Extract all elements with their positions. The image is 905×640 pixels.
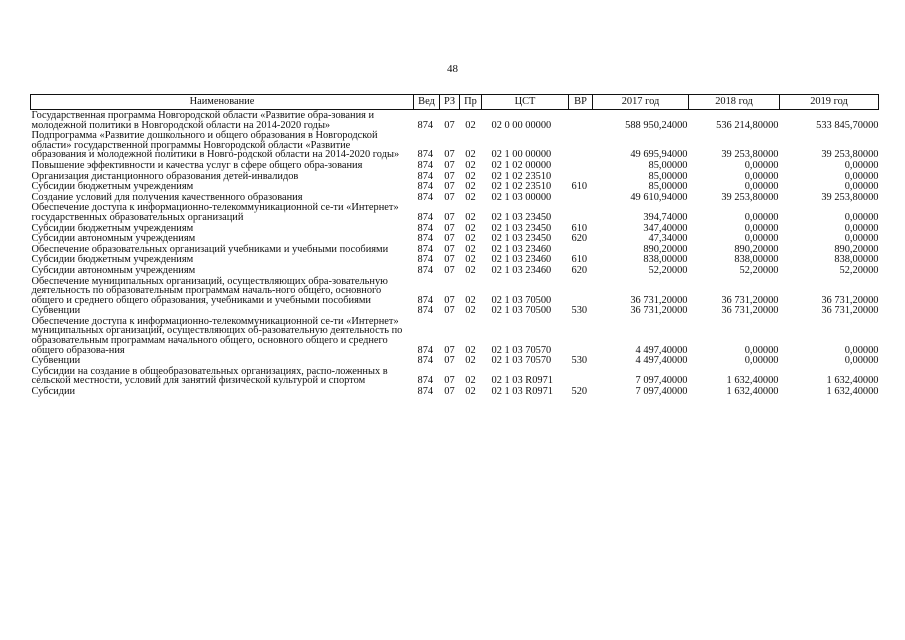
row-pr: 02: [465, 375, 476, 387]
row-ved: 874: [417, 264, 434, 276]
row-name: Обеспечение доступа к информационно-телекоммуникационной се-ти «Интернет» муниципальных организаций, осуществляющих об-разовательную деятельность по образовательным программам начального общего, основного общего и среднего общего образова-ния: [31, 315, 403, 356]
row-pr: 02: [465, 386, 476, 398]
row-name: Государственная программа Новгородской области «Развитие обра-зования и молодежной политики в Новгородской области на 2014-2020 годы»: [31, 110, 375, 131]
row-2019: 0,00000: [844, 355, 879, 367]
row-2017: 85,00000: [648, 170, 688, 182]
row-2018: 36 731,20000: [721, 294, 779, 306]
row-2019: 1 632,40000: [826, 375, 879, 387]
table-row: [31, 192, 879, 203]
row-ved: 874: [417, 170, 434, 182]
header-pr: Пр: [460, 95, 482, 110]
row-cst: 02 1 03 23460: [491, 254, 552, 266]
table-row: [31, 316, 879, 355]
row-pr: 02: [465, 191, 476, 203]
row-pr: 02: [465, 181, 476, 193]
row-cst: 02 1 03 00000: [491, 191, 552, 203]
row-cst: 02 1 03 70570: [491, 355, 552, 367]
table-row: [31, 305, 879, 316]
row-vr: 620: [571, 264, 588, 276]
header-rz: РЗ: [440, 95, 460, 110]
table-row: [31, 130, 879, 160]
header-2017: 2017 год: [593, 95, 689, 110]
table-row: [31, 366, 879, 386]
row-2017: 49 610,94000: [630, 191, 688, 203]
header-2019: 2019 год: [780, 95, 879, 110]
row-2017: 36 731,20000: [630, 294, 688, 306]
row-2018: 0,00000: [744, 233, 779, 245]
row-rz: 07: [444, 191, 455, 203]
row-name: Субсидии бюджетным учреждениям: [31, 222, 194, 234]
row-ved: 874: [417, 149, 434, 161]
row-2017: 47,34000: [648, 233, 688, 245]
row-pr: 02: [465, 294, 476, 306]
row-2019: 838,00000: [834, 254, 879, 266]
row-ved: 874: [417, 119, 434, 131]
row-2017: 85,00000: [648, 181, 688, 193]
row-rz: 07: [444, 149, 455, 161]
row-rz: 07: [444, 233, 455, 245]
row-pr: 02: [465, 344, 476, 356]
row-ved: 874: [417, 233, 434, 245]
row-vr: 610: [571, 181, 588, 193]
row-vr: [569, 366, 593, 386]
row-ved: 874: [417, 355, 434, 367]
table-row: [31, 386, 879, 397]
row-2019: 36 731,20000: [821, 294, 879, 306]
row-ved: 874: [417, 344, 434, 356]
header-ved: Вед: [414, 95, 440, 110]
row-name: Субсидии: [31, 386, 76, 398]
row-pr: 02: [465, 211, 476, 223]
row-rz: 07: [444, 344, 455, 356]
row-cst: 02 0 00 00000: [491, 119, 552, 131]
row-ved: 874: [417, 386, 434, 398]
row-2018: 52,20000: [739, 264, 779, 276]
row-2017: 4 497,40000: [635, 355, 688, 367]
row-rz: 07: [444, 305, 455, 317]
row-name: Организация дистанционного образования детей-инвалидов: [31, 170, 299, 182]
row-rz: 07: [444, 264, 455, 276]
row-name: Субсидии автономным учреждениям: [31, 264, 196, 276]
table-row: [31, 181, 879, 192]
row-cst: 02 1 00 00000: [491, 149, 552, 161]
row-2018: 0,00000: [744, 159, 779, 171]
row-cst: 02 1 03 70500: [491, 294, 552, 306]
row-ved: 874: [417, 222, 434, 234]
row-2019: 0,00000: [844, 222, 879, 234]
row-2019: 533 845,70000: [816, 119, 879, 131]
row-cst: 02 1 02 00000: [491, 159, 552, 171]
row-vr: 530: [571, 305, 588, 317]
row-name: Субсидии автономным учреждениям: [31, 233, 196, 245]
row-2017: 7 097,40000: [635, 375, 688, 387]
row-rz: 07: [444, 119, 455, 131]
row-name: Обеспечение образовательных организаций учебниками и учебными пособиями: [31, 243, 389, 255]
row-name: Субсидии на создание в общеобразовательных организациях, распо-ложенных в сельской местности, условий для занятий физической культурой и спортом: [31, 365, 388, 387]
row-2017: 838,00000: [643, 254, 688, 266]
table-row: [31, 202, 879, 222]
row-2017: 52,20000: [648, 264, 688, 276]
row-vr: 520: [571, 386, 588, 398]
row-pr: 02: [465, 264, 476, 276]
row-2018: 0,00000: [744, 344, 779, 356]
row-2017: 36 731,20000: [630, 305, 688, 317]
row-name: Субвенции: [31, 355, 81, 367]
row-2018: 39 253,80000: [721, 191, 779, 203]
row-ved: 874: [417, 191, 434, 203]
row-vr: [569, 276, 593, 306]
row-ved: 874: [417, 159, 434, 171]
header-name: Наименование: [31, 95, 414, 110]
row-pr: 02: [465, 170, 476, 182]
row-ved: 874: [417, 211, 434, 223]
table-body: [31, 110, 879, 397]
row-ved: 874: [417, 254, 434, 266]
row-vr: [569, 160, 593, 171]
row-vr: [569, 316, 593, 355]
row-cst: 02 1 03 23450: [491, 222, 552, 234]
row-2019: 0,00000: [844, 344, 879, 356]
row-2019: 1 632,40000: [826, 386, 879, 398]
row-vr: 610: [571, 222, 588, 234]
header-2018: 2018 год: [689, 95, 780, 110]
row-2018: 36 731,20000: [721, 305, 779, 317]
row-name: Обеспечение доступа к информационно-телекоммуникационной се-ти «Интернет» государственных образовательных организаций: [31, 202, 399, 223]
row-2018: 0,00000: [744, 355, 779, 367]
header-vr: ВР: [569, 95, 593, 110]
row-cst: 02 1 03 23450: [491, 211, 552, 223]
table-row: [31, 171, 879, 182]
row-vr: 530: [571, 355, 588, 367]
row-pr: 02: [465, 119, 476, 131]
row-rz: 07: [444, 222, 455, 234]
row-rz: 07: [444, 254, 455, 266]
row-2017: 347,40000: [643, 222, 688, 234]
row-vr: 610: [571, 254, 588, 266]
row-2018: 1 632,40000: [726, 375, 779, 387]
budget-table: [30, 94, 879, 397]
row-2019: 39 253,80000: [821, 191, 879, 203]
row-2017: 85,00000: [648, 159, 688, 171]
row-ved: 874: [417, 294, 434, 306]
row-2019: 0,00000: [844, 170, 879, 182]
row-2018: 890,20000: [734, 243, 779, 255]
row-cst: 02 1 03 R0971: [491, 375, 553, 387]
row-vr: [569, 244, 593, 255]
table-row: [31, 254, 879, 265]
row-name: Субвенции: [31, 305, 81, 317]
row-pr: 02: [465, 254, 476, 266]
table-row: [31, 110, 879, 131]
row-cst: 02 1 03 70500: [491, 305, 552, 317]
row-name: Повышение эффективности и качества услуг в сфере общего обра-зования: [31, 159, 363, 171]
table-row: [31, 160, 879, 171]
row-rz: 07: [444, 386, 455, 398]
row-vr: [569, 110, 593, 131]
row-pr: 02: [465, 355, 476, 367]
row-2019: 39 253,80000: [821, 149, 879, 161]
row-2017: 890,20000: [643, 243, 688, 255]
row-rz: 07: [444, 159, 455, 171]
row-2018: 39 253,80000: [721, 149, 779, 161]
row-cst: 02 1 03 R0971: [491, 386, 553, 398]
row-2019: 0,00000: [844, 211, 879, 223]
row-cst: 02 1 03 23450: [491, 233, 552, 245]
row-ved: 874: [417, 375, 434, 387]
row-name: Субсидии бюджетным учреждениям: [31, 254, 194, 266]
row-ved: 874: [417, 181, 434, 193]
row-name: Обеспечение муниципальных организаций, осуществляющих обра-зовательную деятельность по образовательным программам началь-ного общего, основного общего и среднего общего образования, учебниками и учебными пособиями: [31, 275, 388, 306]
row-cst: 02 1 02 23510: [491, 181, 552, 193]
row-rz: 07: [444, 355, 455, 367]
row-2019: 0,00000: [844, 159, 879, 171]
row-2019: 0,00000: [844, 233, 879, 245]
table-row: [31, 355, 879, 366]
row-vr: [569, 130, 593, 160]
table-row: [31, 223, 879, 234]
row-name: Субсидии бюджетным учреждениям: [31, 181, 194, 193]
row-2017: 7 097,40000: [635, 386, 688, 398]
row-rz: 07: [444, 294, 455, 306]
row-vr: [569, 202, 593, 222]
row-2017: 49 695,94000: [630, 149, 688, 161]
table-row: [31, 244, 879, 255]
row-rz: 07: [444, 243, 455, 255]
table-row: [31, 276, 879, 306]
row-name: Создание условий для получения качественного образования: [31, 191, 303, 203]
row-2017: 394,74000: [643, 211, 688, 223]
row-vr: [569, 171, 593, 182]
row-2018: 1 632,40000: [726, 386, 779, 398]
row-rz: 07: [444, 181, 455, 193]
table-row: [31, 265, 879, 276]
row-2018: 0,00000: [744, 222, 779, 234]
header-cst: ЦСТ: [482, 95, 569, 110]
row-name: Подпрограмма «Развитие дошкольного и общего образования в Новгородской области» государственной программы Новгородской области «Развитие образования и молодежной политики в Новго-родской области на 2014-2020 годы»: [31, 130, 400, 161]
row-pr: 02: [465, 222, 476, 234]
row-cst: 02 1 03 23460: [491, 243, 552, 255]
row-2019: 52,20000: [839, 264, 879, 276]
row-pr: 02: [465, 305, 476, 317]
row-2019: 890,20000: [834, 243, 879, 255]
page-number: 48: [447, 63, 458, 75]
row-2018: 0,00000: [744, 211, 779, 223]
row-rz: 07: [444, 375, 455, 387]
row-2018: 0,00000: [744, 170, 779, 182]
row-pr: 02: [465, 159, 476, 171]
row-2017: 588 950,24000: [625, 119, 688, 131]
row-rz: 07: [444, 211, 455, 223]
row-2019: 36 731,20000: [821, 305, 879, 317]
row-2017: 4 497,40000: [635, 344, 688, 356]
row-2019: 0,00000: [844, 181, 879, 193]
row-pr: 02: [465, 233, 476, 245]
row-cst: 02 1 02 23510: [491, 170, 552, 182]
row-rz: 07: [444, 170, 455, 182]
row-cst: 02 1 03 70570: [491, 344, 552, 356]
table-row: [31, 233, 879, 244]
row-2018: 536 214,80000: [716, 119, 779, 131]
row-pr: 02: [465, 149, 476, 161]
row-ved: 874: [417, 243, 434, 255]
row-ved: 874: [417, 305, 434, 317]
row-vr: [569, 192, 593, 203]
row-vr: 620: [571, 233, 588, 245]
table-header-row: [31, 95, 879, 110]
row-2018: 0,00000: [744, 181, 779, 193]
row-cst: 02 1 03 23460: [491, 264, 552, 276]
row-2018: 838,00000: [734, 254, 779, 266]
row-pr: 02: [465, 243, 476, 255]
